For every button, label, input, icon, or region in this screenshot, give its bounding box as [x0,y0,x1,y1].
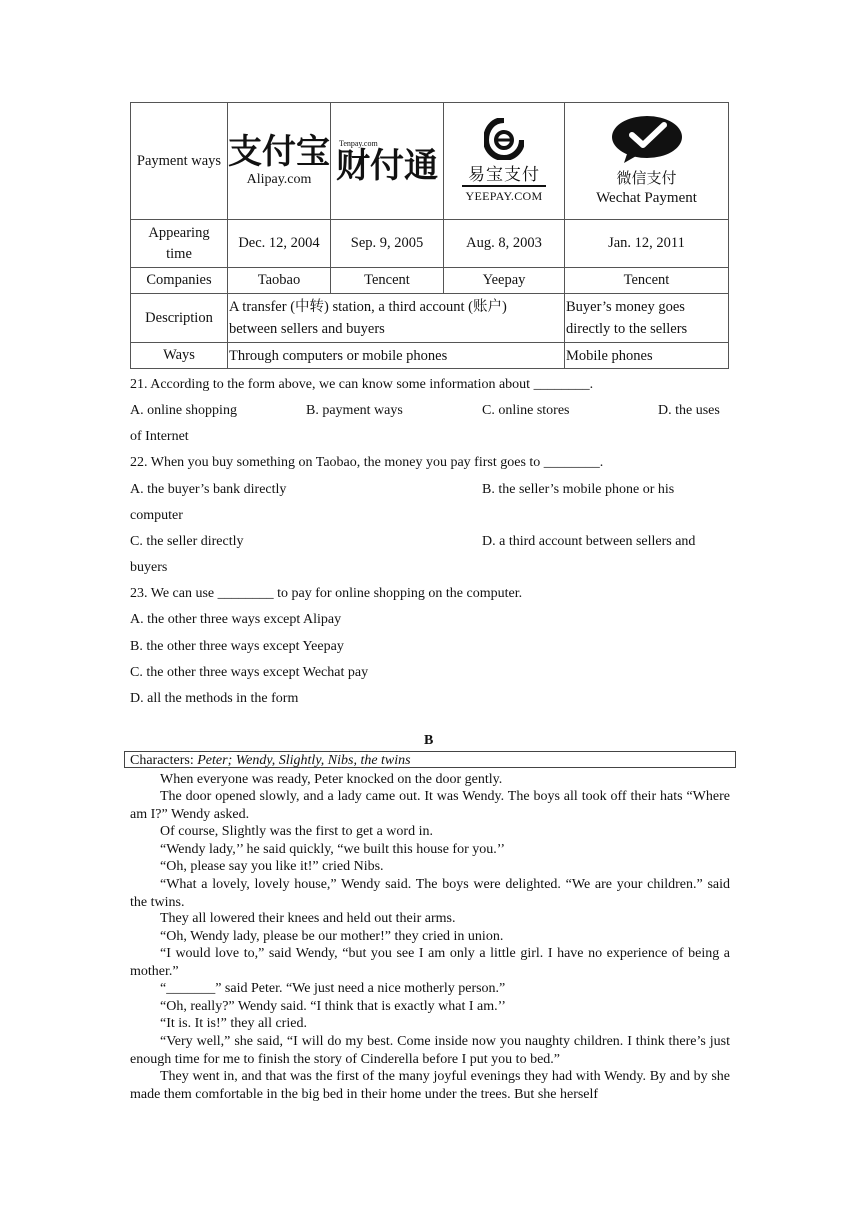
paragraph-text: When everyone was ready, Peter knocked on the door gently. [160,772,503,787]
company-cell: Tencent [565,268,729,294]
characters-label: Characters: [130,753,198,768]
section-b-title: B [424,733,434,748]
q22-option-d-cont: buyers [130,560,168,575]
paragraph-text: “_______” said Peter. “We just need a nice motherly person.” [160,981,506,996]
alipay-mark: 支付宝 [228,132,330,172]
story-paragraph [130,928,730,946]
paragraph-text: “I would love to,” said Wendy, “but you see I am only a little girl. I have no experience of being a mother.” [130,946,730,979]
yeepay-mark: 易宝支付 [462,160,546,187]
story-paragraph [130,1033,730,1068]
payment-table [130,102,729,369]
paragraph-text: Of course, Slightly was the first to get a word in. [160,824,433,839]
row-header: Appearing time [131,220,228,268]
wechat-logo-cell [565,103,729,220]
yeepay-logo-cell [444,103,565,220]
table-row [131,343,729,369]
tenpay-mark: 财付通 [336,145,438,186]
characters-list: Peter; Wendy, Slightly, Nibs, the twins [197,753,411,768]
tenpay-small-text: Tenpay.com [339,138,378,148]
q23-option-c: C. the other three ways except Wechat pay [130,665,369,680]
q22-option-a: A. the buyer’s bank directly [130,482,287,497]
question-23: 23. We can use ________ to pay for online shopping on the computer. [130,586,523,601]
tenpay-logo-cell [331,103,444,220]
row-header: Ways [131,343,228,369]
wechat-bubble-icon [610,115,684,165]
paragraph-text: “Very well,” she said, “I will do my best. Come inside now you naughty children. I think there’s just enough time for me to finish the story of Cinderella before I put you to bed.” [130,1034,730,1067]
row-header: Description [131,294,228,343]
story-paragraph [130,788,730,823]
question-21: 21. According to the form above, we can know some information about ________. [130,377,594,392]
paragraph-text: They all lowered their knees and held out their arms. [160,911,456,926]
yeepay-caption: YEEPAY.COM [465,189,543,203]
q21-option-a: A. online shopping [130,403,237,418]
story-paragraph [130,841,730,859]
company-cell: Taobao [228,268,331,294]
appearing-time-cell: Dec. 12, 2004 [228,220,331,268]
appearing-time-cell: Aug. 8, 2003 [444,220,565,268]
characters-box [124,751,736,768]
description-cell: Buyer’s money goes directly to the sellers [565,294,729,343]
q22-option-b-cont: computer [130,508,183,523]
ways-cell: Mobile phones [565,343,729,369]
story-paragraph [130,876,730,911]
tenpay-logo [331,103,443,219]
q22-option-c: C. the seller directly [130,534,244,549]
q21-option-c: C. online stores [482,403,570,418]
table-row [131,268,729,294]
ways-cell: Through computers or mobile phones [228,343,565,369]
story-paragraph [130,823,730,841]
story-paragraph [130,771,730,789]
row-header: Payment ways [131,103,228,220]
description-cell: A transfer (中转) station, a third account (账户) between sellers and buyers [228,294,565,343]
row-header: Companies [131,268,228,294]
alipay-logo [228,103,330,219]
alipay-logo-cell [228,103,331,220]
q21-option-b: B. payment ways [306,403,403,418]
paragraph-text: They went in, and that was the first of the many joyful evenings they had with Wendy. By and by she made them comfortable in the big bed in their home under the trees. But she herself [130,1069,730,1102]
story-paragraph [130,1015,730,1033]
story-paragraph [130,980,730,998]
alipay-caption: Alipay.com [246,172,312,187]
appearing-time-cell: Sep. 9, 2005 [331,220,444,268]
wechat-mark: 微信支付 [616,171,677,187]
paragraph-text: “Oh, Wendy lady, please be our mother!” they cried in union. [160,929,504,944]
story-paragraph [130,1068,730,1103]
q23-option-a: A. the other three ways except Alipay [130,612,342,627]
q21-option-d-cont: of Internet [130,429,189,444]
story-paragraph [130,858,730,876]
wechat-caption: Wechat Payment [596,190,697,206]
paragraph-text: The door opened slowly, and a lady came out. It was Wendy. The boys all took off their hats “Where am I?” Wendy asked. [130,789,730,822]
yeepay-logo [444,103,564,219]
story-paragraph [130,945,730,980]
paragraph-text: “It is. It is!” they all cried. [160,1016,307,1031]
q22-option-b: B. the seller’s mobile phone or his [482,482,675,497]
q23-option-d: D. all the methods in the form [130,691,299,706]
story-paragraph [130,910,730,928]
paragraph-text: “Oh, please say you like it!” cried Nibs. [160,859,384,874]
table-row [131,103,729,220]
paragraph-text: “What a lovely, lovely house,” Wendy said. The boys were delighted. “We are your children.” said the twins. [130,877,730,910]
q22-option-d: D. a third account between sellers and [482,534,696,549]
wechat-logo [565,103,728,219]
yeepay-e-icon [484,118,524,160]
paragraph-text: “Wendy lady,’’ he said quickly, “we built this house for you.’’ [160,842,506,857]
appearing-time-cell: Jan. 12, 2011 [565,220,729,268]
question-22: 22. When you buy something on Taobao, the money you pay first goes to ________. [130,455,604,470]
q21-option-d: D. the uses [658,403,720,418]
table-row [131,220,729,268]
company-cell: Yeepay [444,268,565,294]
q23-option-b: B. the other three ways except Yeepay [130,639,344,654]
company-cell: Tencent [331,268,444,294]
table-row [131,294,729,343]
story-paragraph [130,998,730,1016]
paragraph-text: “Oh, really?” Wendy said. “I think that is exactly what I am.’’ [160,999,506,1014]
